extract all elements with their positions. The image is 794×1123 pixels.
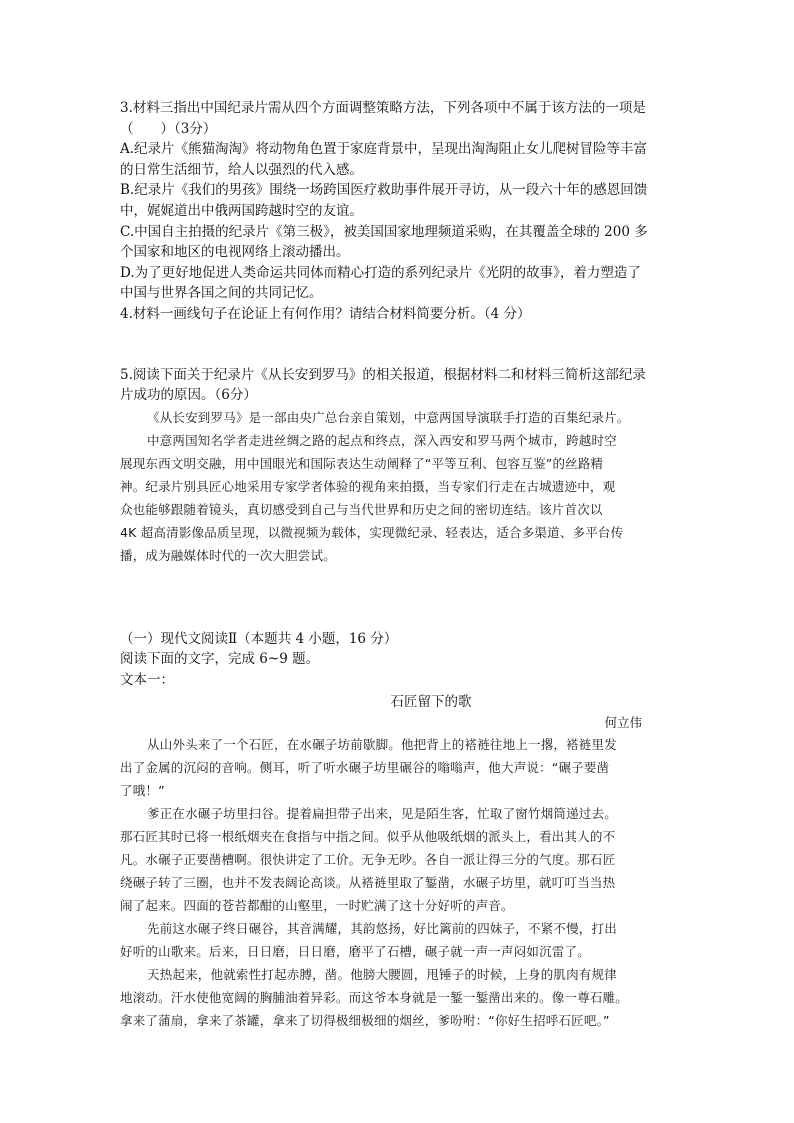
question-4: 4.材料一画线句子在论证上有何作用？请结合材料简要分析。（4 分） xyxy=(120,305,531,322)
story-line: 了哦！” xyxy=(120,782,165,798)
q3-option-d: D.为了更好地促进人类命运共同体而精心打造的系列纪录片《光阴的故事》，着力塑造了 xyxy=(120,264,641,281)
q3-line: 个国家和地区的电视网络上滚动播出。 xyxy=(120,244,350,261)
q3-line: 3.材料三指出中国纪录片需从四个方面调整策略方法，下列各项中不属于该方法的一项是 xyxy=(120,100,646,116)
question-5 xyxy=(120,365,682,567)
material-line: 中意两国知名学者走进丝绸之路的起点和终点，深入西安和罗马两个城市，跨越时空 xyxy=(147,432,617,448)
story-line: 出了金属的沉闷的音响。侧耳，听了听水碾子坊里碾谷的嗡嗡声，他大声说：“碾子要凿 xyxy=(120,759,610,775)
text-label: 文本一： xyxy=(120,671,174,688)
q5-material xyxy=(120,406,682,567)
story-line: 好听的山歌来。后来，日日磨，日日磨，磨平了石槽，碾子就一声一声闷如沉雷了。 xyxy=(120,943,590,959)
story-paragraph xyxy=(120,733,682,802)
material-line: 神。纪录片别具匠心地采用专家学者体验的视角来拍摄，当专家们行走在古城遗迹中，观 xyxy=(120,478,616,494)
story-line: 凡。水碾子正要凿槽啊。很快讲定了工价。无争无吵。各自一派让得三分的气度。那石匠 xyxy=(120,851,616,867)
exam-page xyxy=(120,98,682,1032)
section-instruction: 阅读下面的文字，完成 6~9 题。 xyxy=(120,651,320,668)
material-line: 4K 超高清影像品质呈现，以微视频为载体，实现微纪录、轻表达，适合多渠道、多平台传 xyxy=(120,524,624,540)
q3-line: 中，娓娓道出中俄两国跨越时空的友谊。 xyxy=(120,202,363,219)
material-line: 展现东西文明交融，用中国眼光和国际表达生动阐释了“平等互利、包容互鉴”的丝路精 xyxy=(120,455,604,471)
q3-option-c: C.中国自主拍摄的纪录片《第三极》，被美国国家地理频道采购，在其覆盖全球的 200 多 xyxy=(120,223,648,240)
story-paragraph xyxy=(120,802,682,917)
section-heading: （一）现代文阅读Ⅱ（本题共 4 小题，16 分） xyxy=(120,630,398,647)
story-title: 石匠留下的歌 xyxy=(390,693,472,710)
q5-line: 5.阅读下面关于纪录片《从长安到罗马》的相关报道，根据材料二和材料三简析这部纪录 xyxy=(120,366,646,383)
q3-option-b: B.纪录片《我们的男孩》围绕一场跨国医疗救助事件展开寻访，从一段六十年的感恩回馈 xyxy=(120,182,648,199)
story-paragraph xyxy=(120,963,682,1032)
story-line: 闹了起来。四面的苍苔都酣的山壑里，一时贮满了这十分好听的声音。 xyxy=(120,897,514,913)
story-line: 天热起来，他就索性打起赤膊，凿。他膀大腰圆，甩锤子的时候，上身的肌肉有规律 xyxy=(147,966,617,982)
story-line: 先前这水碾子终日碾谷，其音满耀，其韵悠扬，好比篱前的四妹子，不紧不慢，打出 xyxy=(147,920,617,936)
q3-line: （ ）（3分） xyxy=(120,120,217,137)
q3-line: 的日常生活细节，给人以强烈的代入感。 xyxy=(120,161,363,178)
story-author: 何立伟 xyxy=(604,714,642,730)
material-line: 众也能够跟随着镜头，真切感受到自己与当代世界和历史之间的密切连结。该片首次以 xyxy=(120,501,603,517)
story-line: 拿来了蒲扇，拿来了茶罐，拿来了切得极细极细的烟丝，爹吩咐：“你好生招呼石匠吧。” xyxy=(120,1012,610,1028)
material-line: 播，成为融媒体时代的一次大胆尝试。 xyxy=(120,547,336,563)
question-3 xyxy=(120,98,682,304)
story-line: 地滚动。汗水使他宽阔的胸脯油着异彩。而这爷本身就是一錾一錾凿出来的。像一尊石雕。 xyxy=(120,989,629,1005)
story-line: 那石匠其时已将一根纸烟夹在食指与中指之间。似乎从他吸纸烟的派头上，看出其人的不 xyxy=(120,828,616,844)
material-line: 《从长安到罗马》是一部由央广总台亲自策划，中意两国导演联手打造的百集纪录片。 xyxy=(147,409,630,425)
q5-line: 片成功的原因。（6分） xyxy=(120,387,257,404)
q3-option-a: A.纪录片《熊猫淘淘》将动物角色置于家庭背景中，呈现出淘淘阻止女儿爬树冒险等丰富 xyxy=(120,141,648,158)
story-paragraph xyxy=(120,917,682,963)
story-line: 从山外头来了一个石匠，在水碾子坊前歇脚。他把背上的褡裢往地上一撂，褡裢里发 xyxy=(147,736,617,752)
story-line: 爹正在水碾子坊里扫谷。提着扁担带子出来，见是陌生客，忙取了窗竹烟筒递过去。 xyxy=(147,805,617,821)
q3-line: 中国与世界各国之间的共同记忆。 xyxy=(120,285,323,302)
section-modern-reading-2 xyxy=(120,629,682,1032)
story-line: 绕碾子转了三圈，也并不发表阔论高谈。从褡裢里取了錾凿，水碾子坊里，就叮叮当当热 xyxy=(120,874,616,890)
